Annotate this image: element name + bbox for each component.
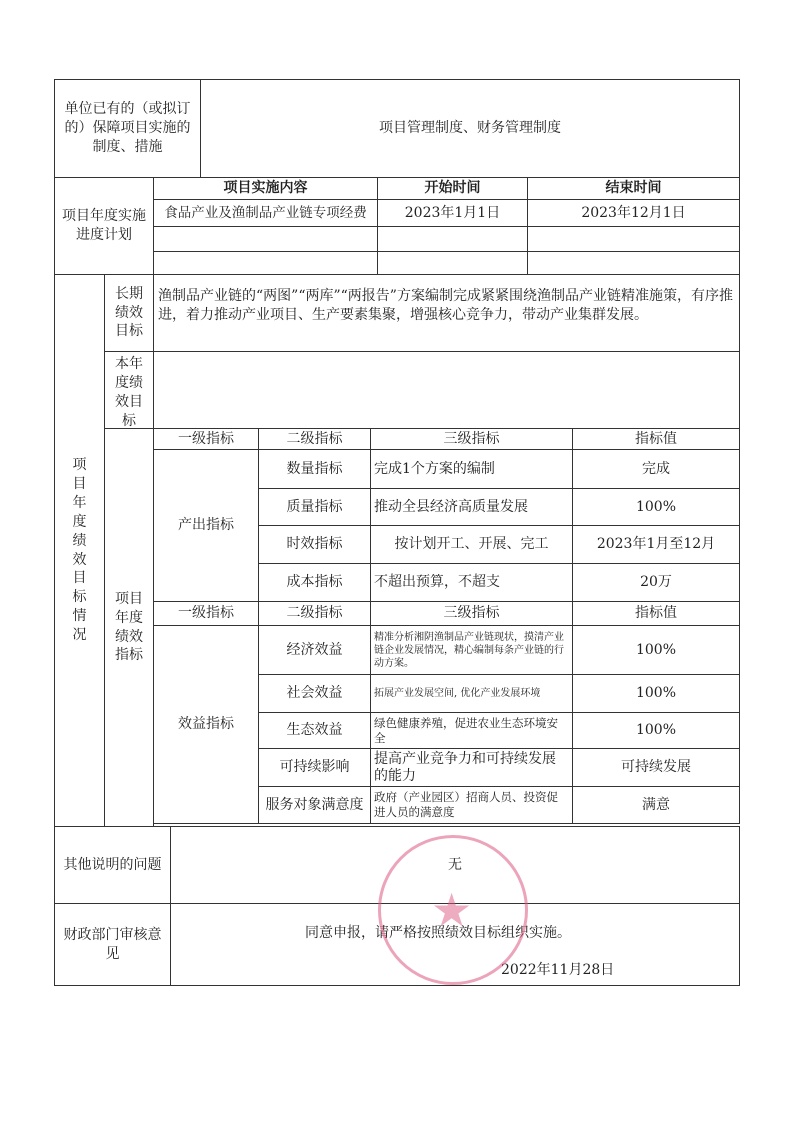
output-level3: 推动全县经济高质量发展 (370, 488, 573, 526)
benefit-value: 100% (572, 625, 740, 675)
other-value: 无 (170, 826, 740, 904)
benefit-level3: 提高产业竞争力和可持续发展的能力 (370, 748, 573, 787)
schedule-empty-cell (377, 226, 528, 252)
output-level2: 时效指标 (258, 525, 371, 564)
header-level2: 二级指标 (258, 601, 371, 626)
benefit-level3: 精准分析湘阴渔制品产业链现状，摸清产业链企业发展情况，精心编制每条产业链的行动方案。 (370, 625, 573, 675)
output-level3: 完成1个方案的编制 (370, 449, 573, 489)
other-label: 其他说明的问题 (54, 826, 171, 904)
schedule-row-start: 2023年1月1日 (377, 199, 528, 227)
schedule-empty-cell (153, 251, 378, 275)
output-value: 100% (572, 488, 740, 526)
benefit-level2: 服务对象满意度 (258, 786, 371, 824)
schedule-empty-cell (527, 251, 740, 275)
header-level2: 二级指标 (258, 428, 371, 450)
output-level2: 数量指标 (258, 449, 371, 489)
long-term-label: 长期绩效目标 (104, 274, 154, 352)
benefit-level3: 绿色健康养殖，促进农业生态环境安全 (370, 712, 573, 749)
annual-text (153, 351, 740, 429)
benefit-level3: 拓展产业发展空间, 优化产业发展环境 (370, 674, 573, 713)
output-value: 2023年1月至12月 (572, 525, 740, 564)
benefit-value: 100% (572, 712, 740, 749)
output-level2: 质量指标 (258, 488, 371, 526)
benefit-value: 可持续发展 (572, 748, 740, 787)
finance-opinion: 同意申报，请严格按照绩效目标组织实施。 (305, 925, 571, 941)
benefit-level2: 可持续影响 (258, 748, 371, 787)
benefit-level2: 社会效益 (258, 674, 371, 713)
finance-date: 2022年11月28日 (501, 962, 615, 978)
measures-label: 单位已有的（或拟订的）保障项目实施的制度、措施 (54, 79, 201, 178)
schedule-header-end: 结束时间 (527, 177, 740, 200)
schedule-label: 项目年度实施进度计划 (54, 177, 154, 275)
output-level2: 成本指标 (258, 563, 371, 602)
benefit-level1: 效益指标 (153, 625, 259, 824)
indicators-label: 项目年度绩效指标 (104, 428, 154, 827)
performance-label: 项目年度绩效目标情况 (54, 274, 105, 827)
header-level1: 一级指标 (153, 428, 259, 450)
schedule-empty-cell (377, 251, 528, 275)
finance-cell (170, 903, 740, 986)
finance-label: 财政部门审核意见 (54, 903, 171, 986)
seal-star-icon: ★ (431, 883, 473, 937)
output-value: 20万 (572, 563, 740, 602)
output-value: 完成 (572, 449, 740, 489)
schedule-row-end: 2023年12月1日 (527, 199, 740, 227)
schedule-header-content: 项目实施内容 (153, 177, 378, 200)
schedule-header-start: 开始时间 (377, 177, 528, 200)
header-value: 指标值 (572, 428, 740, 450)
schedule-empty-cell (527, 226, 740, 252)
output-level3: 按计划开工、开展、完工 (370, 525, 573, 564)
benefit-value: 100% (572, 674, 740, 713)
annual-label: 本年度绩效目标 (104, 351, 154, 429)
benefit-level2: 经济效益 (258, 625, 371, 675)
schedule-empty-cell (153, 226, 378, 252)
output-level3: 不超出预算，不超支 (370, 563, 573, 602)
header-level3: 三级指标 (370, 601, 573, 626)
header-level1: 一级指标 (153, 601, 259, 626)
benefit-value: 满意 (572, 786, 740, 824)
schedule-row-content: 食品产业及渔制品产业链专项经费 (153, 199, 378, 227)
measures-value: 项目管理制度、财务管理制度 (200, 79, 740, 178)
header-value: 指标值 (572, 601, 740, 626)
benefit-level3: 政府（产业园区）招商人员、投资促进人员的满意度 (370, 786, 573, 824)
output-level1: 产出指标 (153, 449, 259, 602)
benefit-level2: 生态效益 (258, 712, 371, 749)
header-level3: 三级指标 (370, 428, 573, 450)
long-term-text: 渔制品产业链的“两图”“两库”“两报告”方案编制完成紧紧围绕渔制品产业链精准施策，有序推进，着力推动产业项目、生产要素集聚，增强核心竞争力，带动产业集群发展。 (153, 274, 740, 352)
